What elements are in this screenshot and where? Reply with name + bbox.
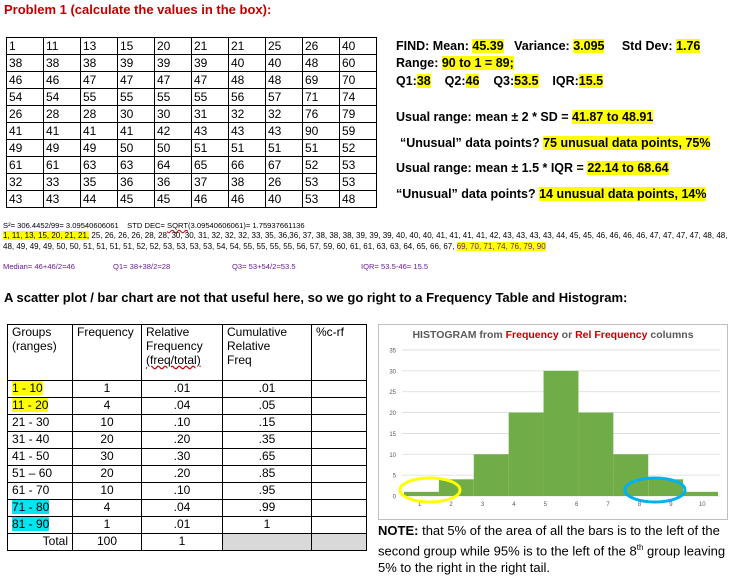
grid-cell: 47 [81,72,118,89]
grid-row [7,191,377,208]
grid-cell: 54 [44,89,81,106]
grid-cell: 48 [266,72,303,89]
grid-cell: 79 [340,106,377,123]
grid-cell: 39 [155,55,192,72]
total-frequency: 100 [73,534,142,551]
grid-cell: 26 [303,38,340,55]
range-label: Range: [396,56,439,70]
grid-cell: 61 [44,157,81,174]
usual-range-iqr [396,161,669,175]
s2-calc: S²= 306.4452/99= 3.09540606061 [3,221,119,230]
grid-cell: 61 [7,157,44,174]
grid-cell: 21 [229,38,266,55]
x-tick-label: 2 [449,502,453,508]
find-line-2 [396,56,514,70]
x-tick-label: 1 [418,502,422,508]
header-frequency: Frequency [73,325,142,381]
q2-value: 46 [465,74,480,88]
frequency-cell: 10 [73,483,142,500]
grid-cell: 64 [155,157,192,174]
grid-cell: 30 [118,106,155,123]
cum-rel-freq-cell: .01 [223,381,312,398]
grid-cell: 53 [340,174,377,191]
group-cell [8,398,73,415]
frequency-cell: 30 [73,449,142,466]
histogram-bar [404,492,439,496]
frequency-cell: 20 [73,466,142,483]
chart-title-a: HISTOGRAM from [412,329,506,341]
sorted-values [3,231,728,252]
grid-cell: 43 [7,191,44,208]
grid-cell: 37 [192,174,229,191]
grid-cell: 32 [266,106,303,123]
problem-title: Problem 1 (calculate the values in the box): [4,2,272,17]
grid-cell: 36 [155,174,192,191]
q3-value: 53.5 [514,74,539,88]
cum-rel-freq-cell: .95 [223,483,312,500]
grid-cell: 47 [155,72,192,89]
grid-row [7,174,377,191]
total-rel-frequency: 1 [142,534,223,551]
group-highlight: 71 - 80 [12,500,50,514]
x-tick-label: 4 [512,502,516,508]
grid-cell: 40 [266,55,303,72]
grid-row [7,38,377,55]
grid-cell: 41 [81,123,118,140]
grid-cell: 40 [229,55,266,72]
grid-cell: 32 [229,106,266,123]
grid-cell: 55 [192,89,229,106]
grid-cell: 46 [229,191,266,208]
grid-cell: 46 [192,191,229,208]
pct-crf-cell [312,483,367,500]
chart-title [412,329,693,341]
grid-cell: 55 [118,89,155,106]
freq-row [8,500,367,517]
freq-row [8,415,367,432]
frequency-cell: 4 [73,398,142,415]
grid-row [7,89,377,106]
find-label: FIND: Mean: [396,39,469,53]
frequency-cell: 10 [73,415,142,432]
freq-row [8,432,367,449]
cum-rel-freq-cell: .85 [223,466,312,483]
note-sup: th [636,543,644,552]
grid-cell: 53 [303,174,340,191]
grid-cell: 28 [44,106,81,123]
grid-cell: 57 [266,89,303,106]
group-highlight: 11 - 20 [12,398,49,412]
rel-freq-cell: .04 [142,398,223,415]
y-tick-label: 20 [389,411,396,418]
cum-rel-freq-cell: .99 [223,500,312,517]
std-calc: (3.09540606061)= 1.75937661136 [188,221,305,230]
grid-cell: 13 [81,38,118,55]
grid-cell: 41 [118,123,155,140]
rel-freq-cell: .20 [142,466,223,483]
rel-freq-cell: .30 [142,449,223,466]
frequency-table [7,324,367,551]
freq-row [8,466,367,483]
histogram-bar [439,479,474,496]
rel-freq-cell: .04 [142,500,223,517]
grid-cell: 50 [118,140,155,157]
variance-calc [3,221,305,230]
sorted-high: 69, 70, 71, 74, 76, 79, 90 [456,241,546,251]
x-tick-label: 8 [637,502,642,508]
grid-cell: 56 [229,89,266,106]
grid-cell: 46 [44,72,81,89]
y-tick-label: 10 [389,452,396,459]
mean-value: 45.39 [472,39,504,53]
intro-text: A scatter plot / bar chart are not that useful here, so we go right to a Frequency Table and Histogram: [4,290,628,305]
y-tick-label: 25 [389,390,396,397]
grid-cell: 45 [118,191,155,208]
grid-cell: 40 [340,38,377,55]
chart-title-b: Frequency [505,329,559,341]
unusual-points-sd [400,136,710,150]
group-highlight: 1 - 10 [12,381,43,395]
grid-cell: 30 [155,106,192,123]
group-cell [8,500,73,517]
grid-cell: 47 [192,72,229,89]
x-tick-label: 5 [543,502,547,508]
rel-freq-cell: .20 [142,432,223,449]
usual-range-iqr-value: 22.14 to 68.64 [587,161,669,175]
grid-cell: 1 [7,38,44,55]
iqr-label: IQR: [552,74,579,88]
grid-cell: 51 [266,140,303,157]
grid-cell: 26 [7,106,44,123]
grid-cell: 20 [155,38,192,55]
grid-cell: 39 [192,55,229,72]
grid-cell: 40 [266,191,303,208]
grid-cell: 69 [303,72,340,89]
grid-cell: 70 [340,72,377,89]
data-grid [6,37,377,208]
grid-cell: 43 [44,191,81,208]
q1-value: 38 [416,74,431,88]
grid-cell: 26 [266,174,303,191]
grid-cell: 48 [229,72,266,89]
grid-cell: 39 [118,55,155,72]
std-dec-label: STD DEC= [127,221,165,230]
grid-cell: 60 [340,55,377,72]
histogram-bar [474,454,509,496]
grid-cell: 21 [192,38,229,55]
group-highlight: 81 - 90 [12,517,50,531]
grid-cell: 41 [7,123,44,140]
pct-crf-cell [312,500,367,517]
stddev-value: 1.76 [676,39,701,53]
note-text [378,522,728,576]
grid-cell: 48 [303,55,340,72]
q2-label: Q2: [444,74,466,88]
pct-crf-cell [312,398,367,415]
note-text-1: that 5% of the area of all the bars is to the left of the second group while 95% is to the left of the 8 [378,523,720,559]
pct-crf-cell [312,381,367,398]
grid-cell: 65 [192,157,229,174]
variance-label: Variance: [514,39,570,53]
chart-title-d: Rel Frequency [575,329,648,341]
grid-cell: 55 [155,89,192,106]
group-cell: 51 – 60 [8,466,73,483]
note-text-2: group leaving 5% to the right in the right tail. [378,543,726,576]
header-pct-crf: %c-rf [312,325,367,381]
grid-row [7,157,377,174]
x-tick-label: 9 [669,502,673,508]
cum-rel-freq-cell: .15 [223,415,312,432]
grid-row [7,72,377,89]
histogram-bar [683,492,718,496]
grid-cell: 49 [44,140,81,157]
total-label: Total [8,534,73,551]
cum-rel-freq-cell: .65 [223,449,312,466]
x-tick-label: 3 [480,502,485,508]
group-cell [8,517,73,534]
sorted-mid-1: 25, 26, 26, 26, 28, 28, 30, 30, 31, 32, 32, 32, 33, 35, 36,36, 37, 38, 38, 38, 39, 39, 39, 40, 40, 40, 41, 41, 41, 41, 42, 43, 43, 43, 43, 44, 45, 45, 46, 46, [91,231,621,240]
frequency-cell: 20 [73,432,142,449]
find-line-1 [396,39,700,53]
grid-cell: 36 [118,174,155,191]
grid-cell: 41 [44,123,81,140]
y-tick-label: 0 [392,494,396,501]
pct-crf-cell [312,415,367,432]
group-cell: 41 - 50 [8,449,73,466]
grid-cell: 47 [118,72,155,89]
stddev-label: Std Dev: [621,39,673,53]
y-tick-label: 15 [389,431,396,438]
group-cell: 21 - 30 [8,415,73,432]
frequency-cell: 1 [73,381,142,398]
grid-cell: 51 [192,140,229,157]
unusual-points-iqr [396,187,706,201]
y-tick-label: 35 [389,348,396,355]
histogram-bar [544,371,579,496]
total-pct-empty [312,534,367,551]
usual-range-sd-value: 41.87 to 48.91 [572,110,654,124]
grid-cell: 63 [81,157,118,174]
header-cum-rel-freq: Cumulative Relative Freq [223,325,312,381]
q3-label: Q3: [493,74,515,88]
grid-cell: 74 [340,89,377,106]
rel-freq-cell: .01 [142,517,223,534]
pct-crf-cell [312,432,367,449]
rel-freq-cell: .10 [142,483,223,500]
grid-cell: 90 [303,123,340,140]
grid-cell: 49 [81,140,118,157]
grid-cell: 66 [229,157,266,174]
grid-cell: 45 [155,191,192,208]
x-tick-label: 7 [606,502,610,508]
sorted-low: 1, 11, 13, 15, 20, 21, 21, [3,231,90,240]
cum-rel-freq-cell: .05 [223,398,312,415]
freq-row [8,483,367,500]
pct-crf-cell [312,466,367,483]
grid-cell: 44 [81,191,118,208]
note-label: NOTE: [378,523,419,538]
grid-cell: 71 [303,89,340,106]
x-tick-label: 6 [575,502,579,508]
grid-cell: 35 [81,174,118,191]
histogram-bar [509,413,544,496]
frequency-cell: 4 [73,500,142,517]
group-cell: 31 - 40 [8,432,73,449]
unusual-iqr-value: 14 unusual data points, 14% [539,187,707,201]
rel-freq-cell: .01 [142,381,223,398]
usual-range-sd [396,110,653,124]
chart-title-e: columns [647,329,694,341]
grid-cell: 48 [340,191,377,208]
unusual-sd-label: “Unusual” data points? [400,136,540,150]
grid-cell: 53 [303,191,340,208]
pct-crf-cell [312,449,367,466]
grid-row [7,106,377,123]
grid-cell: 53 [340,157,377,174]
q1-calc: Q1= 38+38/2=28 [113,262,171,271]
grid-cell: 38 [229,174,266,191]
grid-cell: 28 [81,106,118,123]
grid-cell: 46 [7,72,44,89]
grid-row [7,123,377,140]
grid-cell: 51 [229,140,266,157]
q1-label: Q1: [396,74,417,88]
usual-range-sd-label: Usual range: mean ± 2 * SD = [396,110,569,124]
grid-cell: 38 [44,55,81,72]
median-calc: Median= 46+46/2=46 [3,262,75,271]
grid-cell: 38 [81,55,118,72]
iqr-calc: IQR= 53.5-46= 15.5 [361,262,429,271]
q3-calc: Q3= 53+54/2=53.5 [232,262,296,271]
freq-row [8,517,367,534]
grid-cell: 50 [155,140,192,157]
histogram-bar [578,413,613,496]
iqr-value: 15.5 [578,74,604,88]
grid-cell: 55 [81,89,118,106]
find-line-3 [396,74,603,88]
cum-rel-freq-cell: 1 [223,517,312,534]
pct-crf-cell [312,517,367,534]
grid-cell: 38 [7,55,44,72]
grid-cell: 54 [7,89,44,106]
grid-cell: 25 [266,38,303,55]
grid-cell: 32 [7,174,44,191]
grid-cell: 49 [7,140,44,157]
rel-freq-cell: .10 [142,415,223,432]
freq-row [8,398,367,415]
grid-cell: 31 [192,106,229,123]
grid-cell: 43 [192,123,229,140]
grid-cell: 43 [266,123,303,140]
grid-cell: 43 [229,123,266,140]
variance-value: 3.095 [573,39,605,53]
y-tick-label: 30 [389,369,396,376]
usual-range-iqr-label: Usual range: mean ± 1.5 * IQR = [396,161,584,175]
y-tick-label: 5 [392,473,396,480]
histogram-bar [613,454,648,496]
header-groups: Groups (ranges) [8,325,73,381]
group-cell [8,381,73,398]
chart-title-c: or [558,329,576,341]
grid-cell: 76 [303,106,340,123]
sqrt-label: SQRT [167,221,189,230]
header-rel-frequency: Relative Frequency (freq/total) [142,325,223,381]
group-cell: 61 - 70 [8,483,73,500]
x-tick-label: 10 [698,502,706,508]
cum-rel-freq-cell: .35 [223,432,312,449]
unusual-sd-value: 75 unusual data points, 75% [543,136,711,150]
grid-cell: 67 [266,157,303,174]
total-cum-empty [223,534,312,551]
freq-row [8,381,367,398]
grid-cell: 52 [303,157,340,174]
grid-cell: 11 [44,38,81,55]
grid-cell: 63 [118,157,155,174]
grid-row [7,55,377,72]
histogram-chart [378,324,728,520]
frequency-cell: 1 [73,517,142,534]
sorted-mid-2: 46, 46, 47, 47, 47, 47, 48, 48, 48, 49, 49, 49, 50, 50, 51, 51, 51, 51, 52, 52, 53, 53, 53, 53, 54, 54, 55, 55, 55, 55, 56, 57, 59, 60, 61, 61, 63, 63, 64, 65, 66, 67, [3,231,728,251]
grid-cell: 33 [44,174,81,191]
grid-cell: 42 [155,123,192,140]
grid-cell: 59 [340,123,377,140]
grid-row [7,140,377,157]
freq-row [8,449,367,466]
range-value: 90 to 1 = 89; [441,56,514,70]
grid-cell: 15 [118,38,155,55]
grid-cell: 51 [303,140,340,157]
unusual-iqr-label: “Unusual” data points? [396,187,536,201]
grid-cell: 52 [340,140,377,157]
